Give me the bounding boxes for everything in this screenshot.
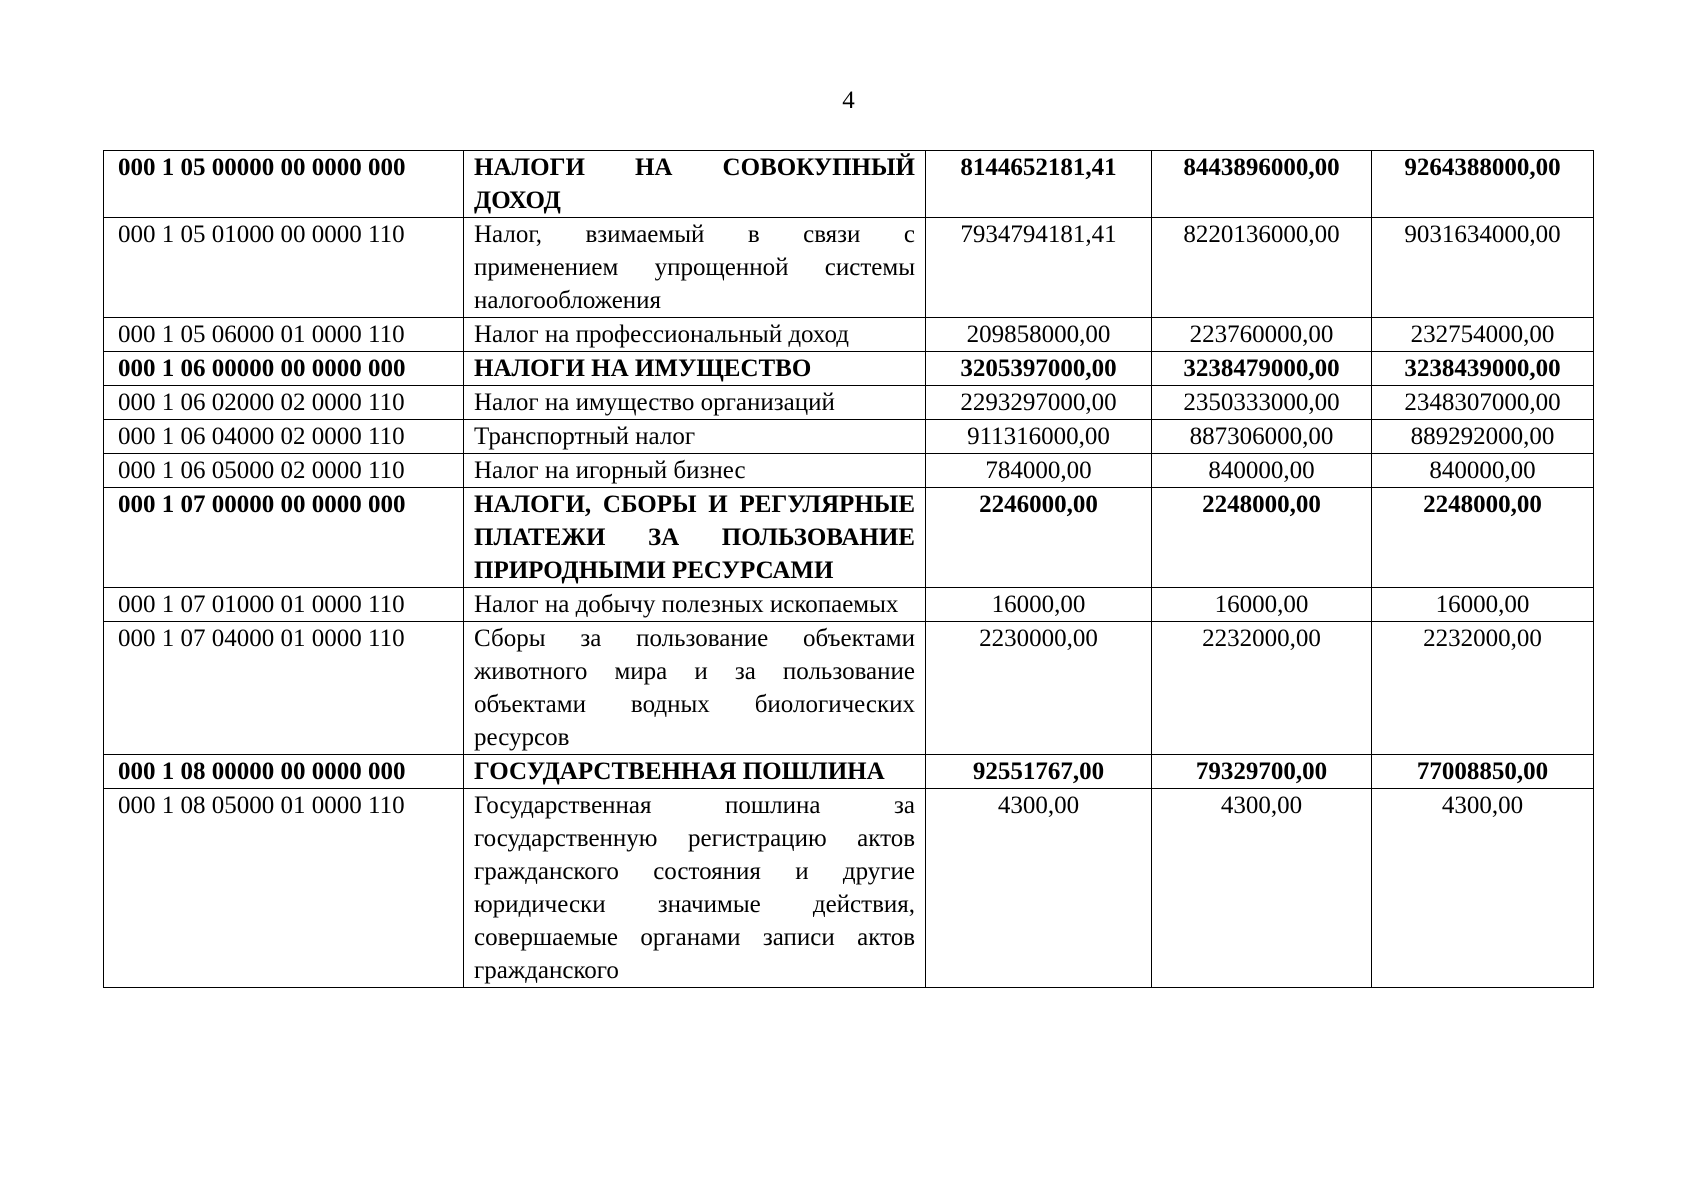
amount-cell-2: 16000,00	[1152, 588, 1372, 622]
budget-code-cell: 000 1 08 00000 00 0000 000	[104, 755, 464, 789]
budget-code-cell: 000 1 07 04000 01 0000 110	[104, 622, 464, 755]
table-row	[104, 420, 1594, 454]
amount-cell-3: 889292000,00	[1372, 420, 1594, 454]
budget-code-cell: 000 1 06 02000 02 0000 110	[104, 386, 464, 420]
amount-cell-3: 77008850,00	[1372, 755, 1594, 789]
amount-cell-1: 2230000,00	[926, 622, 1152, 755]
amount-cell-1: 16000,00	[926, 588, 1152, 622]
table-row	[104, 588, 1594, 622]
page-number: 4	[842, 87, 855, 114]
amount-cell-1: 7934794181,41	[926, 218, 1152, 318]
revenue-name-cell: Налог на добычу полезных ископаемых	[464, 588, 926, 622]
amount-cell-3: 2348307000,00	[1372, 386, 1594, 420]
budget-code-cell: 000 1 05 00000 00 0000 000	[104, 151, 464, 218]
table-row	[104, 789, 1594, 988]
amount-cell-1: 8144652181,41	[926, 151, 1152, 218]
budget-code-cell: 000 1 06 04000 02 0000 110	[104, 420, 464, 454]
amount-cell-2: 8220136000,00	[1152, 218, 1372, 318]
revenue-name-cell: ГОСУДАРСТВЕННАЯ ПОШЛИНА	[464, 755, 926, 789]
amount-cell-2: 79329700,00	[1152, 755, 1372, 789]
amount-cell-2: 223760000,00	[1152, 318, 1372, 352]
table-row	[104, 386, 1594, 420]
table-row	[104, 318, 1594, 352]
budget-code-cell: 000 1 08 05000 01 0000 110	[104, 789, 464, 988]
amount-cell-2: 2350333000,00	[1152, 386, 1372, 420]
revenue-name-cell: Налог на имущество организаций	[464, 386, 926, 420]
table-row	[104, 454, 1594, 488]
amount-cell-3: 16000,00	[1372, 588, 1594, 622]
amount-cell-3: 3238439000,00	[1372, 352, 1594, 386]
budget-code-cell: 000 1 06 05000 02 0000 110	[104, 454, 464, 488]
amount-cell-2: 840000,00	[1152, 454, 1372, 488]
revenue-name-cell: Транспортный налог	[464, 420, 926, 454]
amount-cell-1: 2246000,00	[926, 488, 1152, 588]
budget-code-cell: 000 1 05 06000 01 0000 110	[104, 318, 464, 352]
amount-cell-1: 209858000,00	[926, 318, 1152, 352]
table-row	[104, 352, 1594, 386]
amount-cell-3: 9264388000,00	[1372, 151, 1594, 218]
budget-code-cell: 000 1 07 00000 00 0000 000	[104, 488, 464, 588]
amount-cell-1: 911316000,00	[926, 420, 1152, 454]
revenue-name-cell: Налог на профессиональный доход	[464, 318, 926, 352]
revenue-name-cell: НАЛОГИ НА СОВОКУПНЫЙ ДОХОД	[464, 151, 926, 218]
amount-cell-1: 3205397000,00	[926, 352, 1152, 386]
budget-code-cell: 000 1 07 01000 01 0000 110	[104, 588, 464, 622]
table-row	[104, 218, 1594, 318]
amount-cell-3: 840000,00	[1372, 454, 1594, 488]
amount-cell-3: 2232000,00	[1372, 622, 1594, 755]
revenue-name-cell: НАЛОГИ НА ИМУЩЕСТВО	[464, 352, 926, 386]
table-row	[104, 488, 1594, 588]
budget-revenue-table	[103, 150, 1594, 988]
amount-cell-2: 3238479000,00	[1152, 352, 1372, 386]
revenue-name-cell: Налог на игорный бизнес	[464, 454, 926, 488]
amount-cell-2: 2232000,00	[1152, 622, 1372, 755]
budget-code-cell: 000 1 06 00000 00 0000 000	[104, 352, 464, 386]
amount-cell-3: 232754000,00	[1372, 318, 1594, 352]
table-row	[104, 755, 1594, 789]
revenue-name-cell: НАЛОГИ, СБОРЫ И РЕГУЛЯРНЫЕ ПЛАТЕЖИ ЗА ПОЛЬЗОВАНИЕ ПРИРОДНЫМИ РЕСУРСАМИ	[464, 488, 926, 588]
amount-cell-3: 9031634000,00	[1372, 218, 1594, 318]
amount-cell-3: 2248000,00	[1372, 488, 1594, 588]
table-row	[104, 622, 1594, 755]
budget-code-cell: 000 1 05 01000 00 0000 110	[104, 218, 464, 318]
revenue-name-cell: Сборы за пользование объектами животного мира и за пользование объектами водных биологических ресурсов	[464, 622, 926, 755]
amount-cell-2: 8443896000,00	[1152, 151, 1372, 218]
amount-cell-2: 4300,00	[1152, 789, 1372, 988]
amount-cell-2: 887306000,00	[1152, 420, 1372, 454]
amount-cell-1: 4300,00	[926, 789, 1152, 988]
amount-cell-2: 2248000,00	[1152, 488, 1372, 588]
amount-cell-1: 784000,00	[926, 454, 1152, 488]
amount-cell-3: 4300,00	[1372, 789, 1594, 988]
amount-cell-1: 2293297000,00	[926, 386, 1152, 420]
table-row	[104, 151, 1594, 218]
revenue-name-cell: Государственная пошлина за государственную регистрацию актов гражданского состояния и другие юридически значимые действия, совершаемые органами записи актов гражданского	[464, 789, 926, 988]
amount-cell-1: 92551767,00	[926, 755, 1152, 789]
revenue-name-cell: Налог, взимаемый в связи с применением упрощенной системы налогообложения	[464, 218, 926, 318]
